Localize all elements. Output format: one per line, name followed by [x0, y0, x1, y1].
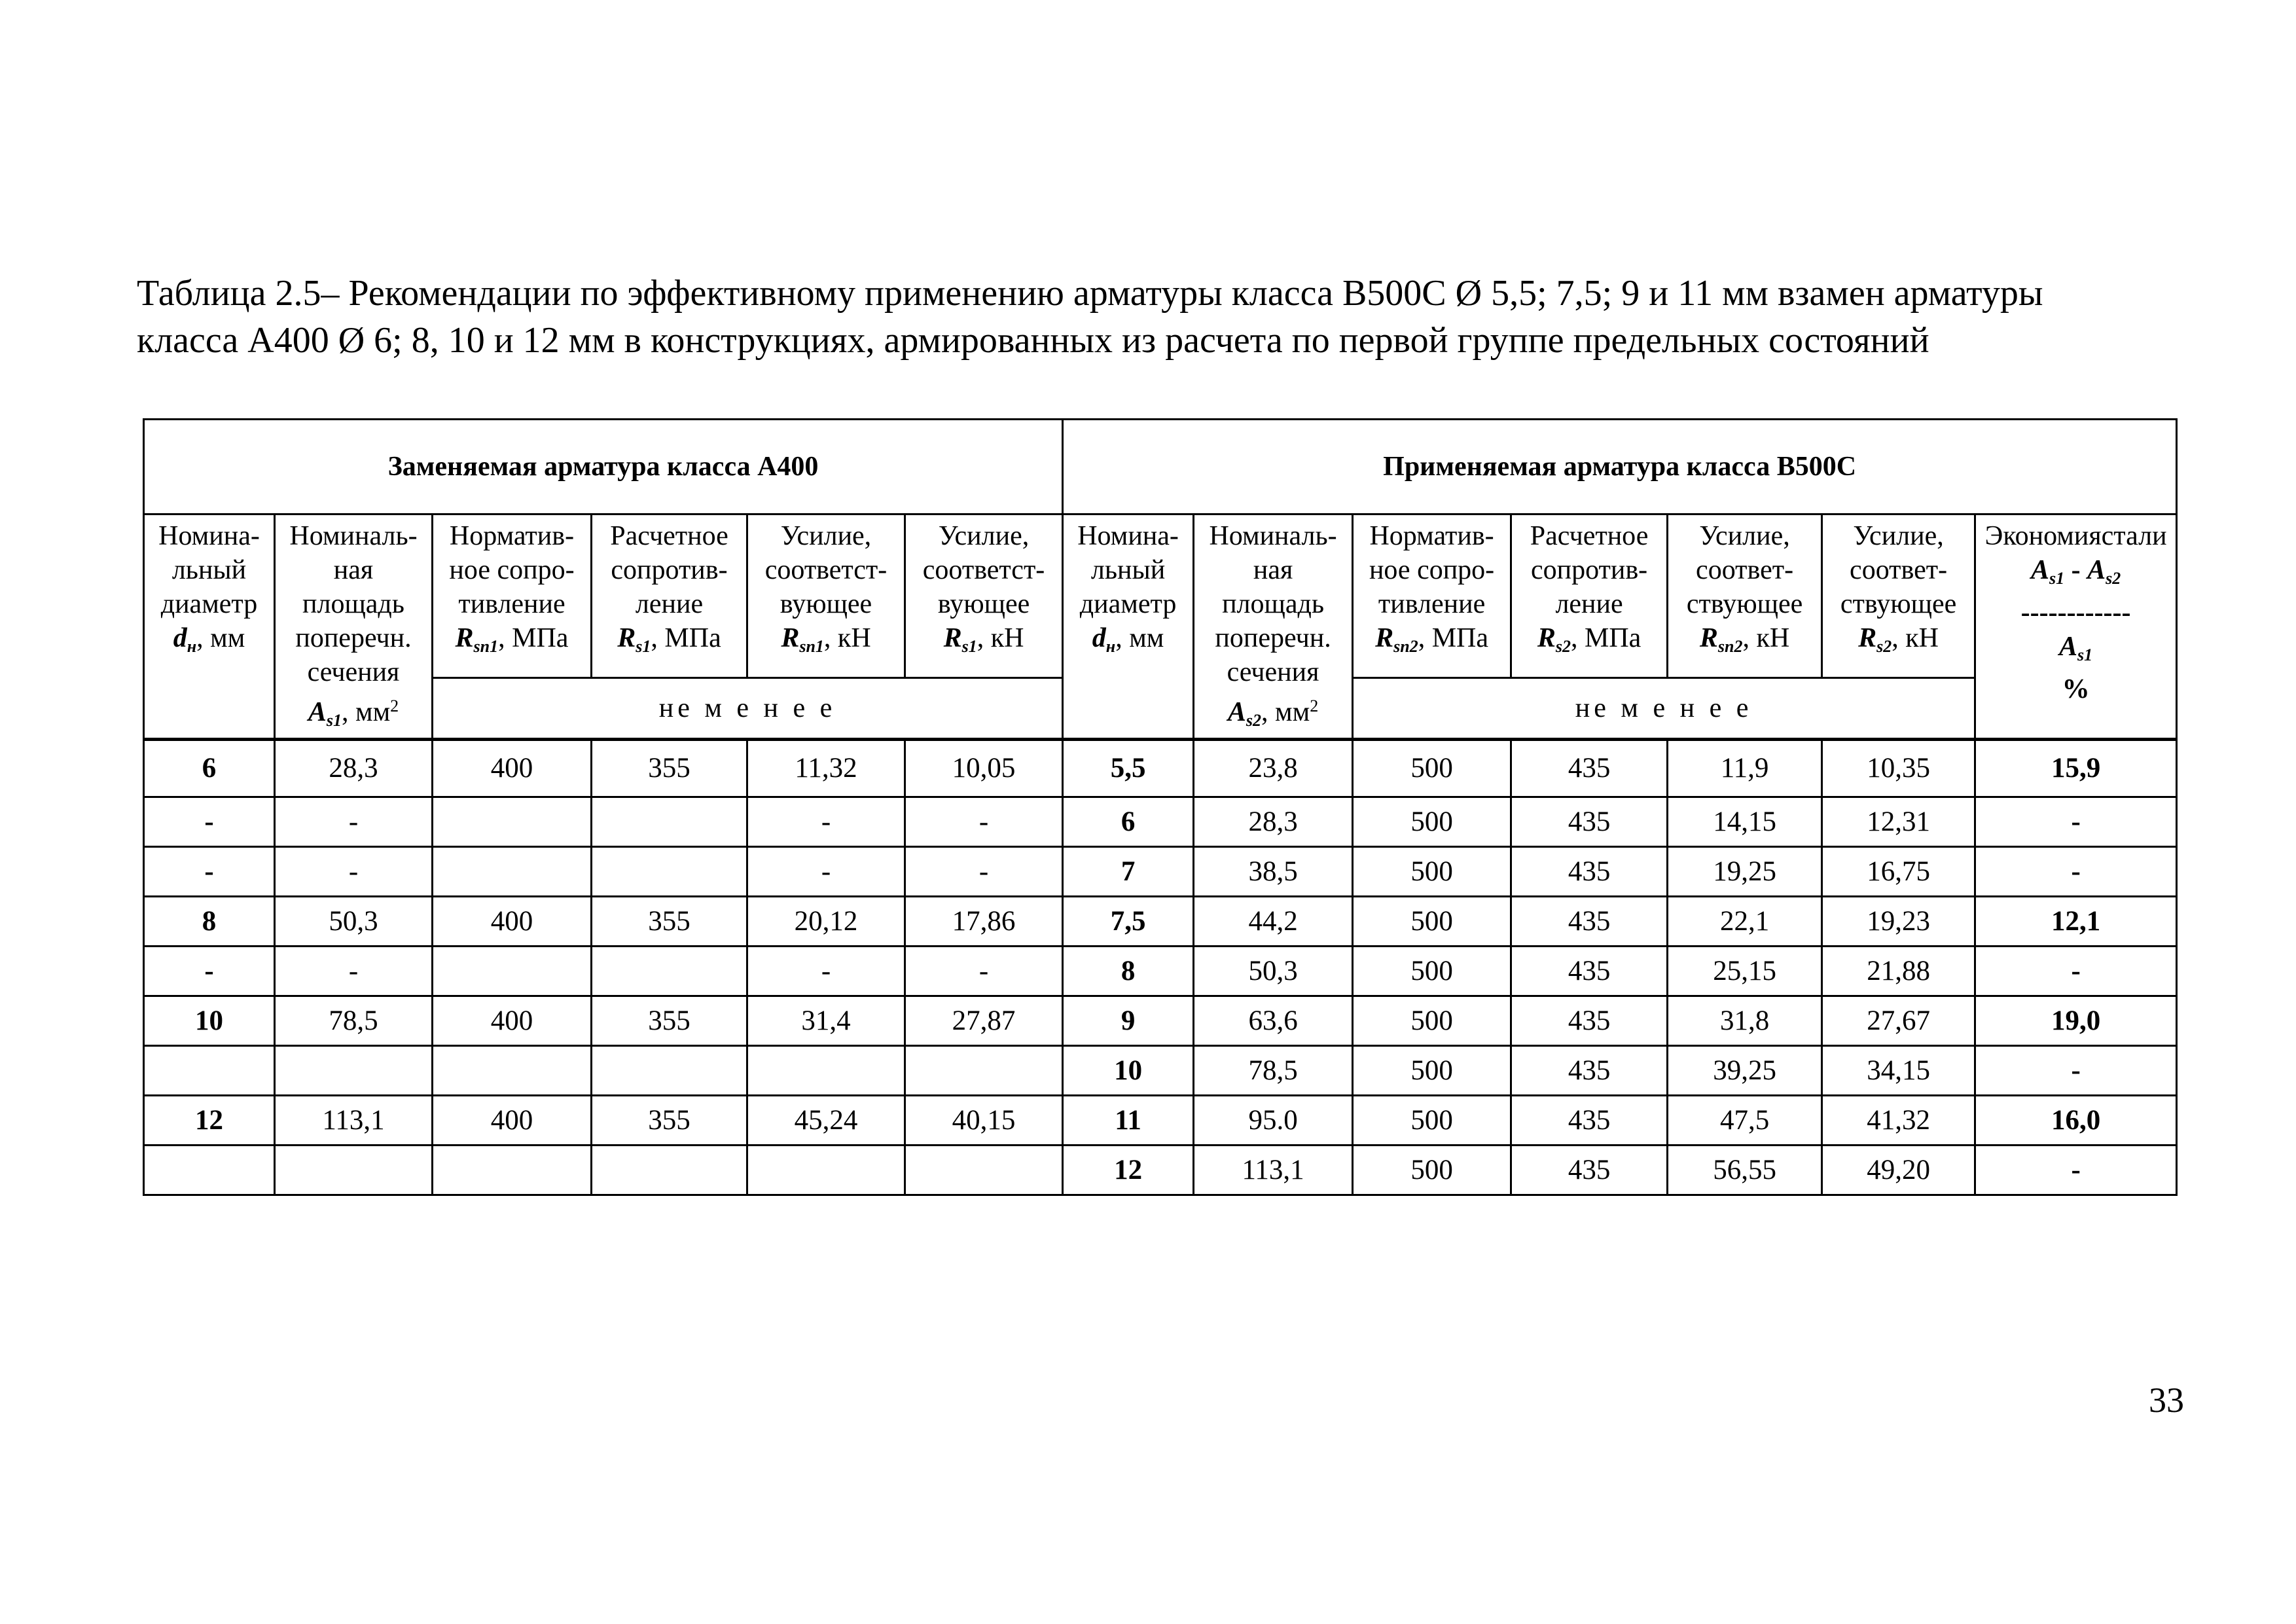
table-row — [144, 947, 2177, 996]
table-cell: 41,32 — [1822, 1096, 1975, 1146]
table-cell: 435 — [1511, 847, 1668, 897]
table-cell: 7 — [1063, 847, 1194, 897]
header-symbol — [1823, 621, 1974, 664]
table-row — [144, 1046, 2177, 1096]
table-cell: 500 — [1353, 797, 1511, 847]
table-cell: 500 — [1353, 1096, 1511, 1146]
table-cell: - — [144, 847, 275, 897]
unit: , мм — [196, 623, 245, 653]
table-cell: 17,86 — [905, 897, 1063, 947]
table-cell: 28,3 — [275, 740, 433, 797]
table-cell — [433, 1146, 592, 1195]
symbol: $A_{s1}$ — [308, 697, 342, 730]
header-line: ление — [635, 589, 704, 619]
table-cell: 11 — [1063, 1096, 1194, 1146]
table-cell: 39,25 — [1668, 1046, 1822, 1096]
group-header-b500c: Применяемая арматура класса В500С — [1063, 420, 2177, 514]
economy-label: Экономиястали — [1984, 521, 2167, 551]
symbol-subscript: s2 — [1246, 711, 1262, 730]
table-cell: 20,12 — [747, 897, 905, 947]
symbol: $R_{sn1}$ — [781, 623, 824, 656]
table-cell: - — [275, 847, 433, 897]
unit: , кН — [823, 623, 871, 653]
header-line: Усилие, — [1853, 521, 1944, 551]
table-cell: 14,15 — [1668, 797, 1822, 847]
table-cell: 435 — [1511, 1096, 1668, 1146]
header-line: вующее — [780, 589, 872, 619]
header-line: вующее — [937, 589, 1030, 619]
header-line: Усилие, — [1699, 521, 1790, 551]
table-cell: 435 — [1511, 897, 1668, 947]
table-cell: - — [275, 947, 433, 996]
header-line: Расчетное — [610, 521, 728, 551]
table-cell: 500 — [1353, 740, 1511, 797]
column-header — [144, 514, 275, 740]
table-cell — [592, 847, 747, 897]
header-symbol — [906, 621, 1062, 664]
table-row — [144, 1146, 2177, 1195]
table-cell: 21,88 — [1822, 947, 1975, 996]
symbol-subscript: s1 — [961, 637, 977, 656]
header-line: площадь — [302, 589, 404, 619]
group-header-a400: Заменяемая арматура класса А400 — [144, 420, 1063, 514]
table-cell: 113,1 — [1194, 1146, 1353, 1195]
header-symbol — [1064, 621, 1193, 664]
header-line: Номиналь- — [1209, 521, 1337, 551]
table-cell — [144, 1146, 275, 1195]
table-cell — [433, 947, 592, 996]
table-cell: 10 — [1063, 1046, 1194, 1096]
header-line: поперечн. — [295, 623, 412, 653]
symbol-subscript: sn2 — [1717, 637, 1743, 656]
table-cell: 95.0 — [1194, 1096, 1353, 1146]
header-line: ная — [333, 555, 374, 585]
unit: , кН — [1742, 623, 1790, 653]
symbol: $R_{sn2}$ — [1375, 623, 1418, 656]
table-cell: 28,3 — [1194, 797, 1353, 847]
unit: , кН — [1892, 623, 1939, 653]
header-line: тивление — [458, 589, 565, 619]
table-cell: 10 — [144, 996, 275, 1046]
unit-superscript: 2 — [390, 696, 399, 715]
table-cell: 113,1 — [275, 1096, 433, 1146]
table-cell — [144, 1046, 275, 1096]
table-cell: - — [1975, 797, 2177, 847]
table-cell: 435 — [1511, 797, 1668, 847]
table-cell: - — [1975, 1046, 2177, 1096]
table-cell — [275, 1046, 433, 1096]
symbol-subscript: s2 — [2106, 569, 2121, 588]
unit-superscript: 2 — [1310, 696, 1319, 715]
column-header — [592, 514, 747, 678]
rebar-table — [143, 418, 2178, 1196]
table-cell: 500 — [1353, 947, 1511, 996]
table-cell: 355 — [592, 1096, 747, 1146]
unit: , мм — [341, 697, 391, 727]
header-line: Номина- — [1077, 521, 1179, 551]
header-line: льный — [171, 555, 247, 585]
table-cell: 10,05 — [905, 740, 1063, 797]
table-cell: 8 — [144, 897, 275, 947]
table-cell: 10,35 — [1822, 740, 1975, 797]
header-symbol — [276, 689, 431, 738]
table-cell: - — [747, 847, 905, 897]
table-cell: 500 — [1353, 996, 1511, 1046]
table-cell: - — [275, 797, 433, 847]
table-cell: 500 — [1353, 1046, 1511, 1096]
header-line: Номина- — [158, 521, 260, 551]
column-header — [1511, 514, 1668, 678]
header-line: соответст- — [922, 555, 1045, 585]
table-cell: 7,5 — [1063, 897, 1194, 947]
unit: , мм — [1115, 623, 1164, 653]
table-cell — [433, 847, 592, 897]
table-cell: 22,1 — [1668, 897, 1822, 947]
column-header — [905, 514, 1063, 678]
header-symbol — [592, 621, 746, 664]
table-cell: 435 — [1511, 1146, 1668, 1195]
header-line: ная — [1253, 555, 1293, 585]
table-cell: 435 — [1511, 996, 1668, 1046]
table-cell — [592, 947, 747, 996]
table-row — [144, 847, 2177, 897]
table-caption — [137, 270, 2192, 364]
column-header — [433, 514, 592, 678]
symbol-subscript: sn2 — [1393, 637, 1418, 656]
column-header — [1668, 514, 1822, 678]
header-line: ствующее — [1686, 589, 1803, 619]
symbol-subscript: н — [1105, 637, 1116, 656]
table-row — [144, 996, 2177, 1046]
header-line: сечения — [1227, 657, 1319, 687]
table-cell: 355 — [592, 897, 747, 947]
table-cell: 500 — [1353, 897, 1511, 947]
header-line: ление — [1555, 589, 1623, 619]
table-row — [144, 740, 2177, 797]
table-cell: 19,23 — [1822, 897, 1975, 947]
table-cell — [747, 1146, 905, 1195]
table-cell: - — [1975, 847, 2177, 897]
table-cell: 12,1 — [1975, 897, 2177, 947]
unit: , МПа — [1418, 623, 1489, 653]
table-cell: 12 — [144, 1096, 275, 1146]
table-cell: 49,20 — [1822, 1146, 1975, 1195]
table-cell: - — [905, 947, 1063, 996]
symbol: $R_{sn2}$ — [1699, 623, 1743, 656]
table-cell: 9 — [1063, 996, 1194, 1046]
table-row — [144, 797, 2177, 847]
fraction-line: ------------ — [2020, 598, 2131, 628]
table-cell: 23,8 — [1194, 740, 1353, 797]
symbol-subscript: н — [187, 637, 197, 656]
symbol: $A_{s1}$ — [2059, 632, 2093, 664]
table-cell: 16,0 — [1975, 1096, 2177, 1146]
table-cell: 435 — [1511, 1046, 1668, 1096]
column-header — [1063, 514, 1194, 740]
table-cell: - — [1975, 947, 2177, 996]
table-cell: 16,75 — [1822, 847, 1975, 897]
column-header — [1194, 514, 1353, 740]
table-cell: 40,15 — [905, 1096, 1063, 1146]
table-cell: 400 — [433, 996, 592, 1046]
table-cell — [275, 1146, 433, 1195]
table-cell: 50,3 — [1194, 947, 1353, 996]
symbol-subscript: sn1 — [799, 637, 824, 656]
caption-line-1: Таблица 2.5– Рекомендации по эффективному применению арматуры класса В500С Ø 5,5; 7,5; 9 и 11 мм взамен арматуры — [137, 273, 2043, 314]
table-cell: 500 — [1353, 847, 1511, 897]
table-cell: 435 — [1511, 740, 1668, 797]
caption-line-2: класса А400 Ø 6; 8, 10 и 12 мм в конструкциях, армированных из расчета по первой группе предельных состояний — [137, 320, 1929, 361]
table-cell — [433, 1046, 592, 1096]
table-cell: 45,24 — [747, 1096, 905, 1146]
symbol: $R_{s2}$ — [1858, 623, 1892, 656]
table-cell: - — [747, 947, 905, 996]
table-cell: 400 — [433, 897, 592, 947]
header-line: диаметр — [160, 589, 258, 619]
header-line: Номиналь- — [289, 521, 418, 551]
header-symbol — [145, 621, 274, 664]
table-cell: - — [144, 947, 275, 996]
table-cell: 355 — [592, 740, 747, 797]
table-cell: - — [905, 847, 1063, 897]
unit: , МПа — [651, 623, 721, 653]
unit: , МПа — [498, 623, 569, 653]
symbol-subscript: sn1 — [473, 637, 499, 656]
table-cell: 11,9 — [1668, 740, 1822, 797]
header-line: Норматив- — [1369, 521, 1494, 551]
header-line: сопротив- — [611, 555, 728, 585]
header-line: площадь — [1222, 589, 1325, 619]
table-cell: 400 — [433, 1096, 592, 1146]
unit: , кН — [977, 623, 1024, 653]
not-less-label-left: не м е н е е — [433, 678, 1063, 740]
symbol: $R_{s1}$ — [617, 623, 651, 656]
header-line: ное сопро- — [1369, 555, 1495, 585]
symbol: $A_{s1}$ — [2030, 555, 2065, 588]
table-cell: - — [1975, 1146, 2177, 1195]
page-number: 33 — [2149, 1380, 2184, 1420]
header-line: Расчетное — [1530, 521, 1649, 551]
header-line: ное сопро- — [449, 555, 575, 585]
table-cell: 8 — [1063, 947, 1194, 996]
symbol: $R_{s2}$ — [1537, 623, 1571, 656]
header-line: ствующее — [1840, 589, 1957, 619]
symbol-subscript: s1 — [2077, 645, 2093, 664]
table-cell — [433, 797, 592, 847]
table-cell: 78,5 — [275, 996, 433, 1046]
header-line: соответ- — [1696, 555, 1794, 585]
unit: , мм — [1261, 697, 1310, 727]
header-line: тивление — [1378, 589, 1486, 619]
table-cell: 78,5 — [1194, 1046, 1353, 1096]
table-cell: 5,5 — [1063, 740, 1194, 797]
symbol: $d_н$ — [1092, 623, 1116, 656]
symbol-subscript: s2 — [1555, 637, 1571, 656]
header-symbol — [1512, 621, 1666, 664]
table-cell: 63,6 — [1194, 996, 1353, 1046]
column-header — [747, 514, 905, 678]
table-cell — [905, 1146, 1063, 1195]
table-cell: 400 — [433, 740, 592, 797]
table-cell: 50,3 — [275, 897, 433, 947]
header-line: соответст- — [764, 555, 888, 585]
header-line: Норматив- — [449, 521, 575, 551]
economy-denominator — [1976, 630, 2176, 672]
table-cell: 6 — [1063, 797, 1194, 847]
table-cell: 44,2 — [1194, 897, 1353, 947]
symbol: $R_{s1}$ — [943, 623, 977, 656]
header-line: льный — [1090, 555, 1166, 585]
table-cell: - — [747, 797, 905, 847]
table-cell: 56,55 — [1668, 1146, 1822, 1195]
table-cell: 12 — [1063, 1146, 1194, 1195]
table-cell: - — [144, 797, 275, 847]
table-cell: 11,32 — [747, 740, 905, 797]
column-header — [275, 514, 433, 740]
minus: - — [2064, 555, 2088, 585]
table-cell: 500 — [1353, 1146, 1511, 1195]
table-cell — [905, 1046, 1063, 1096]
symbol-subscript: s2 — [1876, 637, 1892, 656]
table-cell: 355 — [592, 996, 747, 1046]
table-cell: 31,8 — [1668, 996, 1822, 1046]
header-symbol — [748, 621, 904, 664]
not-less-label-right: не м е н е е — [1353, 678, 1975, 740]
symbol: $A_{s2}$ — [1227, 697, 1262, 730]
table-cell: 34,15 — [1822, 1046, 1975, 1096]
table-cell: 27,67 — [1822, 996, 1975, 1046]
header-line: поперечн. — [1215, 623, 1331, 653]
table-cell: 6 — [144, 740, 275, 797]
table-row — [144, 1096, 2177, 1146]
table-cell — [592, 797, 747, 847]
unit: , МПа — [1570, 623, 1641, 653]
header-symbol — [433, 621, 590, 664]
column-header — [1353, 514, 1511, 678]
table-cell: 31,4 — [747, 996, 905, 1046]
symbol-subscript: s1 — [326, 711, 342, 730]
table-row — [144, 897, 2177, 947]
table-cell: 19,25 — [1668, 847, 1822, 897]
table-cell — [592, 1046, 747, 1096]
table-cell: 38,5 — [1194, 847, 1353, 897]
header-symbol — [1668, 621, 1821, 664]
table-cell: 435 — [1511, 947, 1668, 996]
header-symbol — [1354, 621, 1510, 664]
economy-numerator — [1976, 553, 2176, 596]
header-line: сечения — [307, 657, 400, 687]
column-header — [1822, 514, 1975, 678]
table-cell: 25,15 — [1668, 947, 1822, 996]
header-line: Усилие, — [780, 521, 872, 551]
table-cell — [747, 1046, 905, 1096]
symbol: $R_{sn1}$ — [455, 623, 499, 656]
header-line: диаметр — [1079, 589, 1177, 619]
symbol: $d_н$ — [173, 623, 197, 656]
header-symbol — [1194, 689, 1352, 738]
economy-header — [1975, 514, 2177, 740]
table-cell: - — [905, 797, 1063, 847]
table-cell: 15,9 — [1975, 740, 2177, 797]
header-line: сопротив- — [1530, 555, 1648, 585]
header-line: соответ- — [1850, 555, 1948, 585]
symbol-subscript: s1 — [2049, 569, 2065, 588]
table-cell: 47,5 — [1668, 1096, 1822, 1146]
table-cell: 12,31 — [1822, 797, 1975, 847]
table-cell — [592, 1146, 747, 1195]
header-line: Усилие, — [938, 521, 1030, 551]
symbol: $A_{s2}$ — [2087, 555, 2121, 588]
table-cell: 27,87 — [905, 996, 1063, 1046]
symbol-subscript: s1 — [636, 637, 651, 656]
percent-unit: % — [2062, 674, 2090, 704]
table-cell: 19,0 — [1975, 996, 2177, 1046]
